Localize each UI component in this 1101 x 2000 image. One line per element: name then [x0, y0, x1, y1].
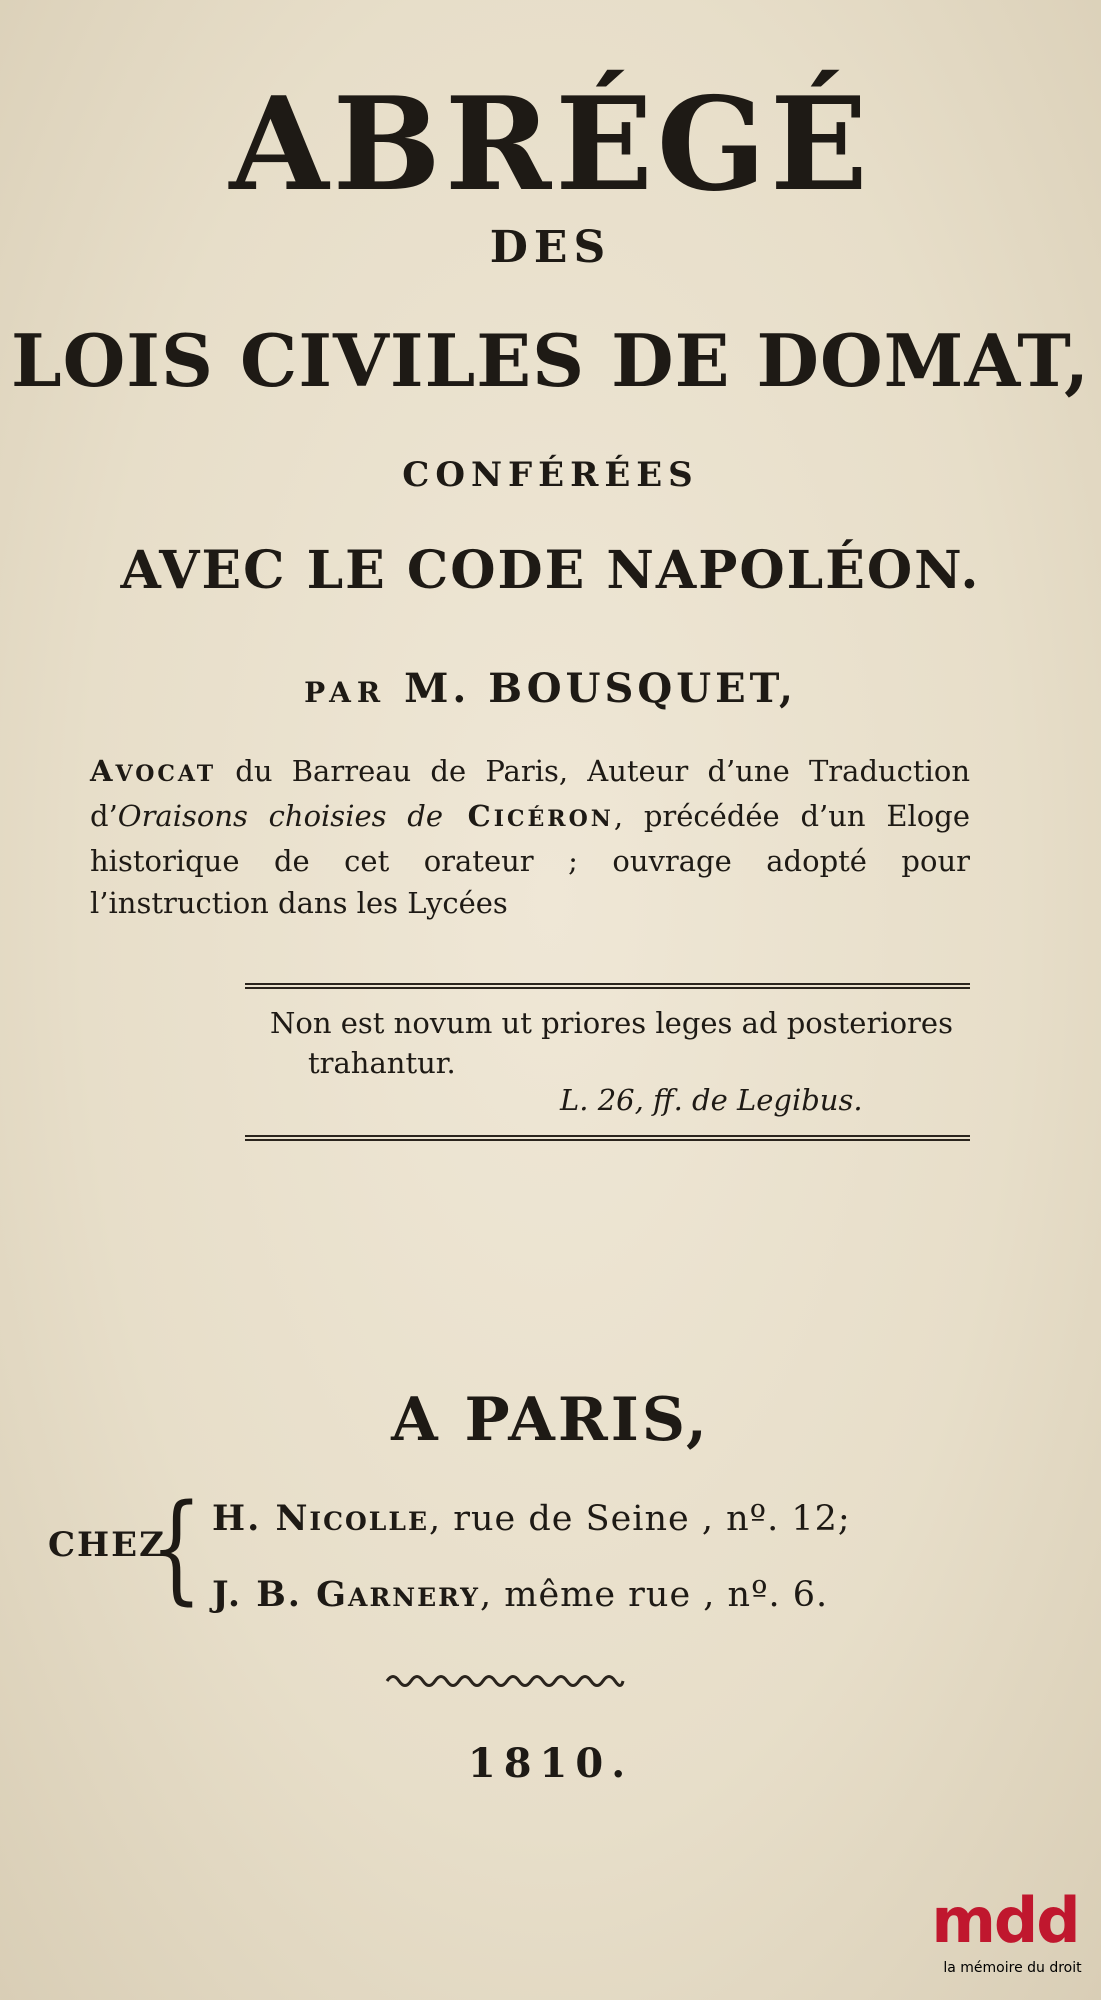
author-desc-part1: du Barreau de Paris, Auteur d’une Traduction d’	[90, 754, 970, 833]
publication-year: 1810.	[467, 1740, 634, 1787]
wavy-ornament-icon	[385, 1670, 625, 1692]
author-desc-ciceron: CICÉRON	[443, 799, 614, 833]
mdd-logo	[925, 1884, 1085, 1985]
publisher-garnery: J. B. Garnery, même rue , nº. 6.	[212, 1574, 829, 1615]
subtitle-conferees: CONFÉRÉES	[402, 455, 699, 495]
epigraph-line1: Non est novum ut priores leges ad posteriores	[270, 1006, 953, 1040]
epigraph	[270, 1003, 970, 1083]
epigraph-line2: trahantur.	[308, 1046, 456, 1080]
publisher-nicolle: H. Nicolle, rue de Seine , nº. 12;	[212, 1498, 851, 1539]
subtitle-code-napoleon: AVEC LE CODE NAPOLÉON.	[120, 540, 981, 601]
book-title-des: DES	[489, 222, 612, 273]
double-rule-top	[245, 983, 970, 989]
mdd-logo-word: mdd	[931, 1884, 1079, 1957]
author-par: PAR	[304, 676, 387, 709]
book-title-lois: LOIS CIVILES DE DOMAT,	[10, 318, 1091, 403]
curly-brace-icon: {	[150, 1478, 203, 1616]
imprint-city: A PARIS,	[391, 1385, 710, 1455]
mdd-logo-tagline: la mémoire du droit	[943, 1960, 1082, 1976]
author-description	[90, 750, 970, 924]
double-rule-bottom	[245, 1135, 970, 1141]
author-line	[0, 665, 1101, 712]
author-desc-avocat: AVOCAT	[90, 754, 217, 788]
epigraph-citation: L. 26, ff. de Legibus.	[560, 1083, 863, 1117]
author-name: M. BOUSQUET,	[404, 665, 797, 712]
book-title-main: ABRÉGÉ	[229, 70, 872, 220]
author-desc-italic: Oraisons choisies de	[117, 799, 443, 833]
imprint-chez: CHEZ	[48, 1525, 166, 1565]
author-desc-part2: , précédée d’un Eloge historique de cet orateur ; ouvrage adopté pour l’instruction dans les Lycées	[90, 799, 970, 920]
